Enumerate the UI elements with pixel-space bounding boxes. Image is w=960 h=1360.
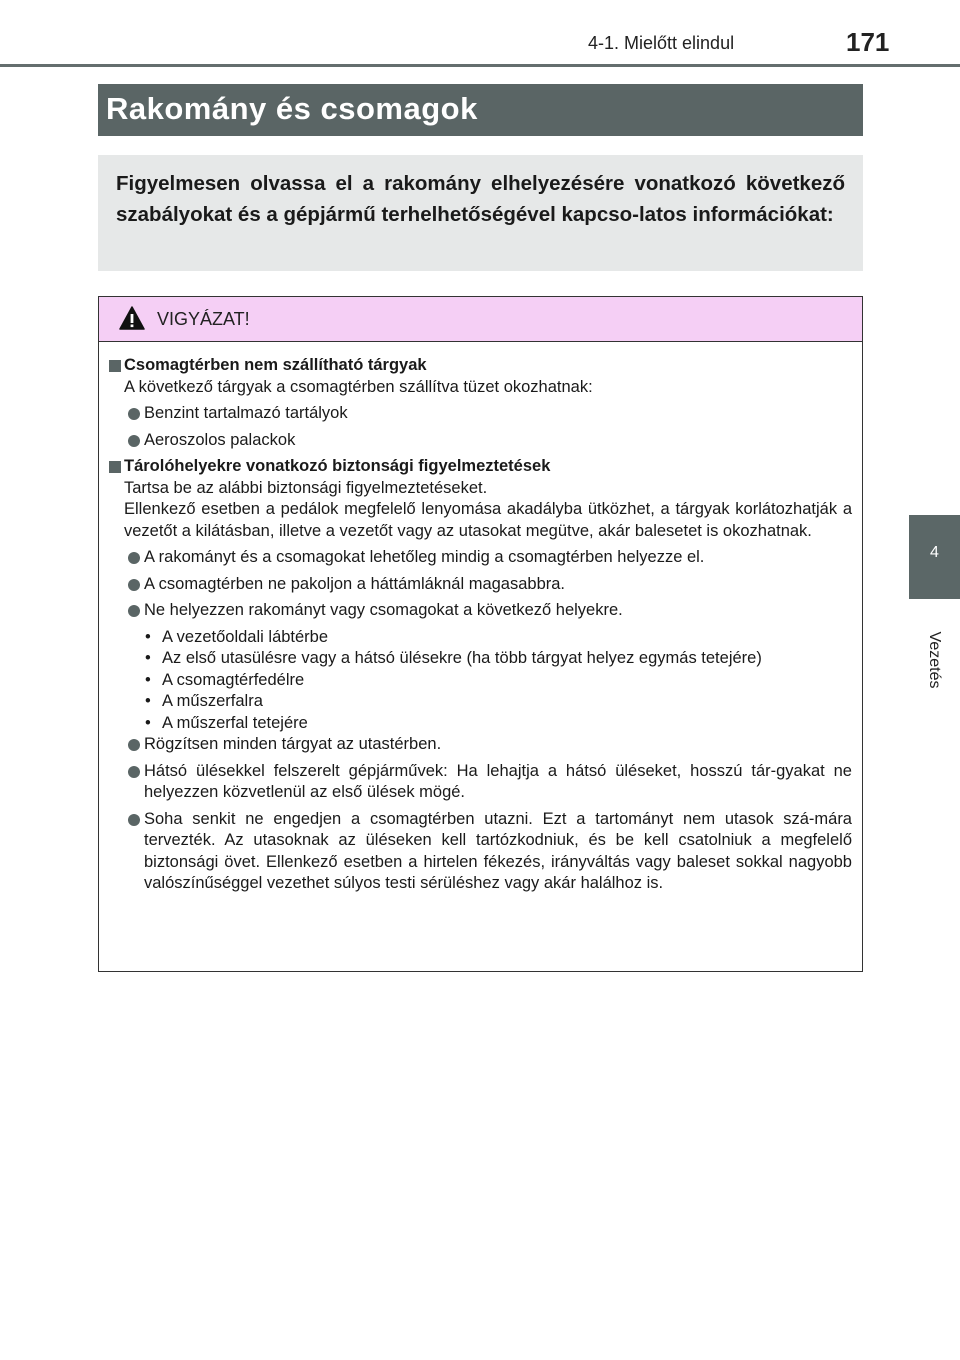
section-heading: Tárolóhelyekre vonatkozó biztonsági figyelmeztetések xyxy=(124,457,551,475)
list-item-text: Aeroszolos palackok xyxy=(144,430,296,449)
caution-body xyxy=(99,355,862,895)
sub-bullet-marker: • xyxy=(145,670,151,689)
page-title-bar xyxy=(98,84,863,136)
sub-list-item xyxy=(99,713,862,735)
sub-bullet-marker: • xyxy=(145,627,151,646)
caution-title: VIGYÁZAT! xyxy=(157,309,250,329)
page-number: 171 xyxy=(846,27,890,57)
list-item-text: Hátsó ülésekkel felszerelt gépjárművek: Ha lehajtja a hátsó üléseket, hosszú tár-gyakat ne helyezzen közvetlenül az első ülések mögé. xyxy=(144,761,852,801)
sub-list-item xyxy=(99,648,862,670)
round-bullet-icon xyxy=(128,435,140,447)
list-item xyxy=(99,547,862,569)
list-item-text: A rakományt és a csomagokat lehetőleg mindig a csomagtérben helyezze el. xyxy=(144,548,705,566)
round-bullet-icon xyxy=(128,739,140,751)
square-bullet-icon xyxy=(109,461,121,473)
caution-section xyxy=(99,456,862,542)
list-item xyxy=(99,809,862,895)
list-item xyxy=(99,761,862,804)
section-title: 4-1. Mielőtt elindul xyxy=(588,33,735,53)
round-bullet-icon xyxy=(128,552,140,564)
list-item-text: Ne helyezzen rakományt vagy csomagokat a következő helyekre. xyxy=(144,601,623,619)
sub-list-item-text: A műszerfal tetejére xyxy=(162,713,308,732)
warning-triangle-icon xyxy=(119,306,145,330)
chapter-number: 4 xyxy=(930,544,939,561)
caution-header xyxy=(99,297,862,342)
chapter-tab xyxy=(909,515,960,599)
round-bullet-icon xyxy=(128,766,140,778)
page-title: Rakomány és csomagok xyxy=(106,91,478,126)
round-bullet-icon xyxy=(128,814,140,826)
intro-box xyxy=(98,155,863,271)
section-heading: Csomagtérben nem szállítható tárgyak xyxy=(124,356,427,374)
caution-section xyxy=(99,355,862,398)
sub-list-item xyxy=(99,670,862,692)
sub-bullet-marker: • xyxy=(145,713,151,732)
caution-box xyxy=(98,296,863,972)
sub-list-item-text: A műszerfalra xyxy=(162,692,263,710)
list-item-text: A csomagtérben ne pakoljon a háttámláknál magasabbra. xyxy=(144,574,566,593)
section-text: Ellenkező esetben a pedálok megfelelő lenyomása akadályba ütközhet, a tárgyak korlátozhatják a vezetőt a kilátásban, illetve a vezetőt vagy az utasokat megütve, akár balesetet is okozhatnak. xyxy=(124,500,852,540)
sub-list-item-text: A csomagtérfedélre xyxy=(162,670,305,689)
list-item-text: Benzint tartalmazó tartályok xyxy=(144,404,348,422)
round-bullet-icon xyxy=(128,579,140,591)
intro-text: Figyelmesen olvassa el a rakomány elhelyezésére vonatkozó következő szabályokat és a gépjármű terhelhetőségével kapcso-latos információkat: xyxy=(116,172,845,226)
section-text: A következő tárgyak a csomagtérben szállítva tüzet okozhatnak: xyxy=(124,377,593,396)
sub-list xyxy=(99,627,862,735)
list-item xyxy=(99,430,862,452)
round-bullet-icon xyxy=(128,605,140,617)
list-item-text: Soha senkit ne engedjen a csomagtérben utazni. Ezt a tartományt nem utasok szá-mára tervezték. Az utasoknak az üléseken kell tartózkodniuk, és be kell csatolniuk a megfelelő biztonsági övet. Ellenkező esetben a hirtelen fékezés, irányváltás vagy baleset sokkal nagyobb valószínűséggel vezethet súlyos testi sérüléshez vagy akár halálhoz is. xyxy=(144,809,852,892)
sub-list-item xyxy=(99,691,862,713)
chapter-label: Vezetés xyxy=(926,631,943,689)
list-item xyxy=(99,574,862,596)
section-text: Tartsa be az alábbi biztonsági figyelmeztetéseket. xyxy=(124,478,488,497)
square-bullet-icon xyxy=(109,360,121,372)
sub-list-item-text: Az első utasülésre vagy a hátsó ülésekre (ha több tárgyat helyez egymás tetejére) xyxy=(162,649,762,667)
sub-bullet-marker: • xyxy=(145,692,151,710)
list-item xyxy=(99,734,862,756)
list-item xyxy=(99,600,862,622)
sub-list-item xyxy=(99,627,862,649)
header-rule xyxy=(0,64,960,67)
list-item xyxy=(99,403,862,425)
round-bullet-icon xyxy=(128,408,140,420)
sub-bullet-marker: • xyxy=(145,649,151,667)
sub-list-item-text: A vezetőoldali lábtérbe xyxy=(162,627,329,646)
list-item-text: Rögzítsen minden tárgyat az utastérben. xyxy=(144,735,442,753)
